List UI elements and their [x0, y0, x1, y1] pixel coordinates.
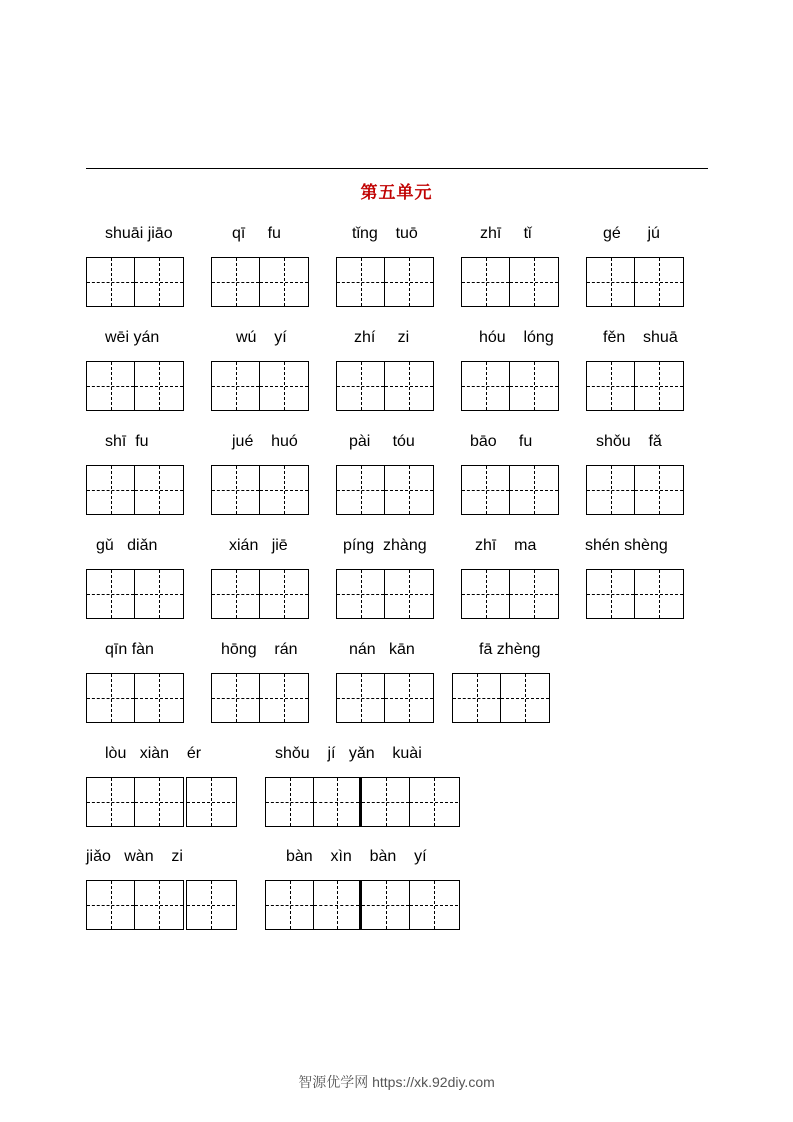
writing-grid[interactable] — [336, 569, 434, 619]
writing-grid[interactable] — [211, 257, 309, 307]
writing-grid[interactable] — [461, 569, 559, 619]
pinyin-label: shén shèng — [585, 537, 668, 554]
pinyin-label: wú yí — [236, 329, 287, 346]
writing-grid[interactable] — [186, 777, 237, 827]
writing-grid[interactable] — [86, 777, 184, 827]
pinyin-label: shī fu — [105, 433, 149, 450]
writing-grid[interactable] — [265, 777, 460, 827]
pinyin-label: gé jú — [603, 225, 660, 242]
writing-grid[interactable] — [586, 257, 684, 307]
pinyin-label: hōng rán — [221, 641, 298, 658]
writing-grid[interactable] — [336, 257, 434, 307]
footer-watermark: 智源优学网 https://xk.92diy.com — [298, 1074, 495, 1090]
pinyin-label: jiǎo wàn zi — [86, 848, 183, 865]
writing-grid[interactable] — [211, 569, 309, 619]
pinyin-label: shǒu jí yǎn kuài — [275, 745, 422, 762]
writing-grid[interactable] — [336, 673, 434, 723]
writing-grid[interactable] — [86, 673, 184, 723]
pinyin-label: xián jiē — [229, 537, 288, 554]
pinyin-label: fěn shuā — [603, 329, 678, 346]
writing-grid[interactable] — [211, 361, 309, 411]
pinyin-label: bàn xìn bàn yí — [286, 848, 427, 865]
writing-grid[interactable] — [186, 880, 237, 930]
pinyin-label: shuāi jiāo — [105, 225, 173, 242]
writing-grid[interactable] — [86, 880, 184, 930]
writing-grid[interactable] — [86, 569, 184, 619]
pinyin-label: lòu xiàn ér — [105, 745, 202, 762]
writing-grid[interactable] — [586, 465, 684, 515]
pinyin-label: bāo fu — [470, 433, 533, 450]
pinyin-label: zhī ma — [475, 537, 537, 554]
pinyin-label: tǐng tuō — [352, 225, 418, 242]
pinyin-label: qī fu — [232, 225, 281, 242]
top-rule — [86, 168, 708, 169]
writing-grid[interactable] — [461, 361, 559, 411]
pinyin-label: zhī tǐ — [480, 225, 532, 242]
writing-grid[interactable] — [211, 673, 309, 723]
pinyin-label: jué huó — [232, 433, 298, 450]
page-title: 第五单元 — [360, 183, 433, 202]
pinyin-label: gǔ diǎn — [96, 537, 158, 554]
writing-grid[interactable] — [461, 257, 559, 307]
pinyin-label: qīn fàn — [105, 641, 154, 658]
pinyin-label: fā zhèng — [479, 641, 541, 658]
pinyin-label: shǒu fǎ — [596, 433, 662, 450]
pinyin-label: pài tóu — [349, 433, 415, 450]
writing-grid[interactable] — [86, 361, 184, 411]
writing-grid[interactable] — [461, 465, 559, 515]
writing-grid[interactable] — [211, 465, 309, 515]
pinyin-label: wēi yán — [105, 329, 160, 346]
pinyin-label: nán kān — [349, 641, 415, 658]
writing-grid[interactable] — [86, 257, 184, 307]
writing-grid[interactable] — [265, 880, 460, 930]
writing-grid[interactable] — [336, 465, 434, 515]
pinyin-label: hóu lóng — [479, 329, 554, 346]
pinyin-label: píng zhàng — [343, 537, 427, 554]
writing-grid[interactable] — [86, 465, 184, 515]
pinyin-label: zhí zi — [354, 329, 410, 346]
writing-grid[interactable] — [452, 673, 550, 723]
writing-grid[interactable] — [586, 361, 684, 411]
writing-grid[interactable] — [336, 361, 434, 411]
writing-grid[interactable] — [586, 569, 684, 619]
